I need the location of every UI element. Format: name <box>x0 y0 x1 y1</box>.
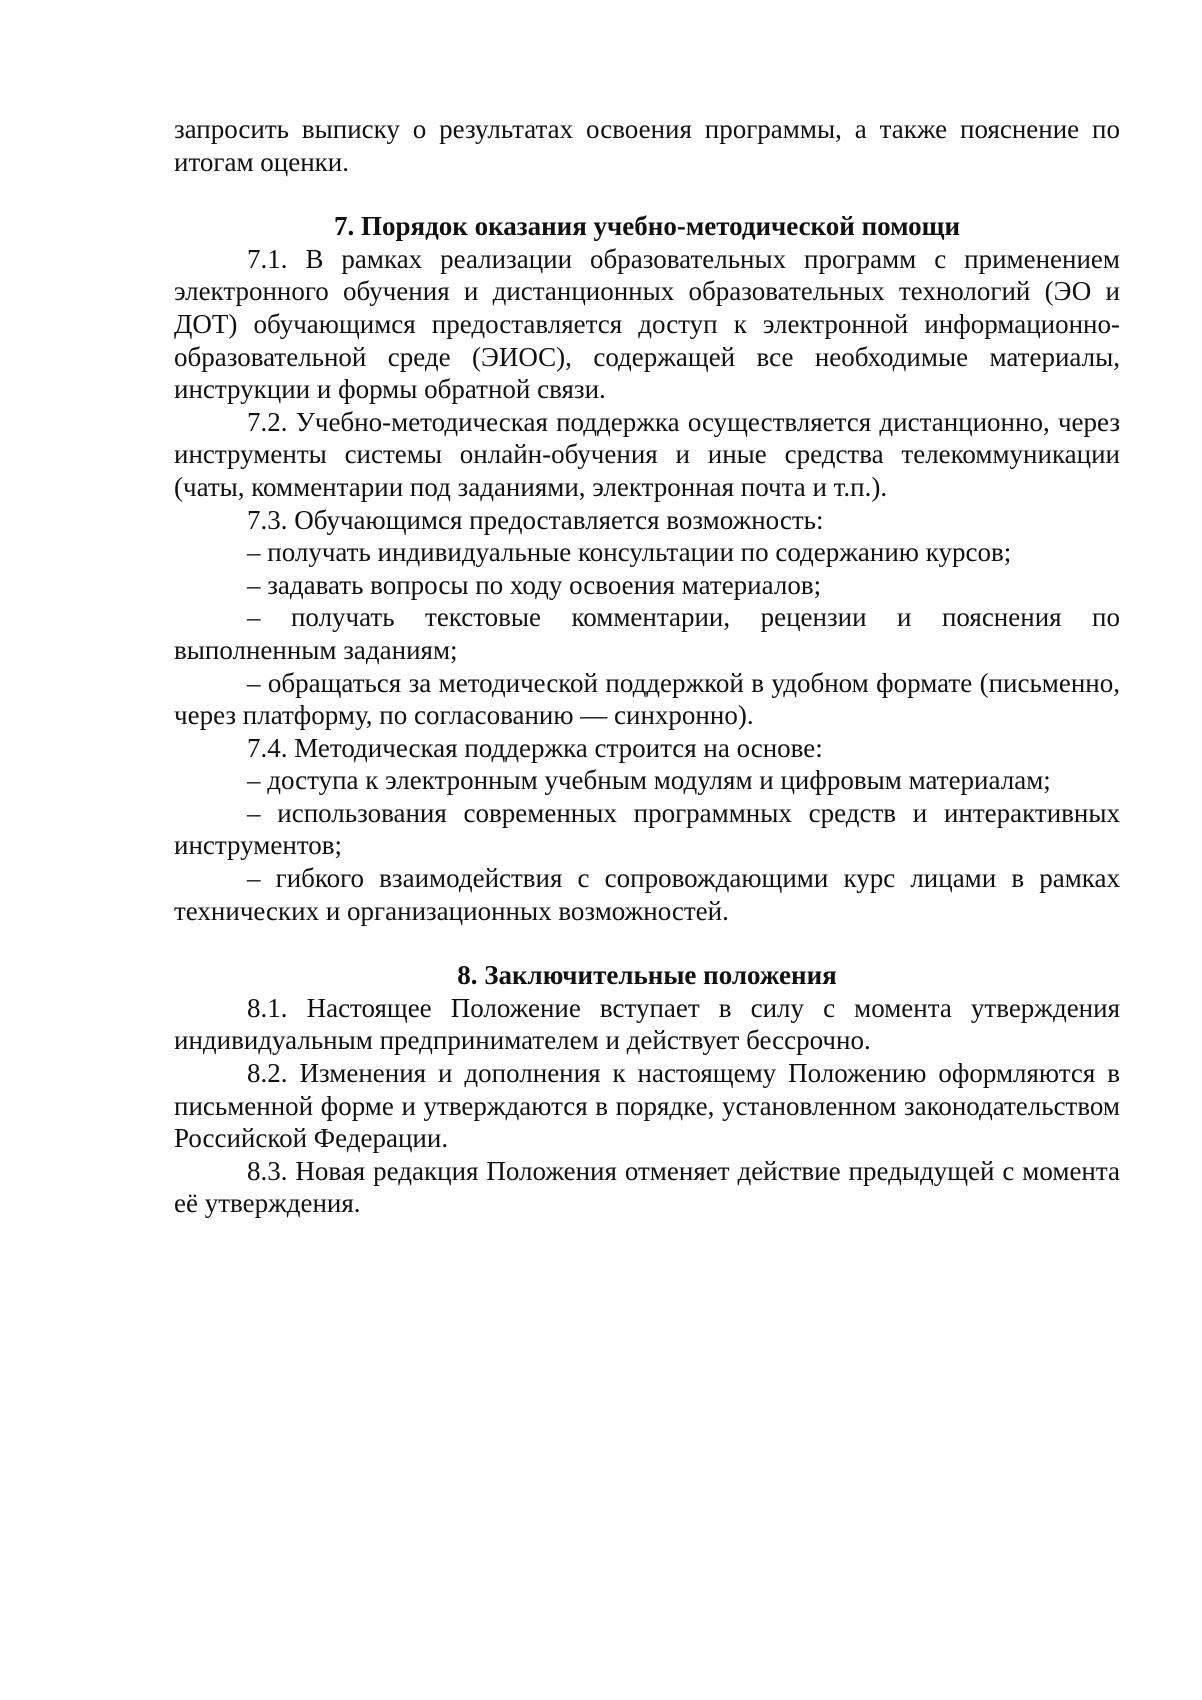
paragraph-7-3: 7.3. Обучающимся предоставляется возможность: <box>247 504 824 535</box>
paragraph-8-1: 8.1. Настоящее Положение вступает в силу с момента утверждения индивидуальным предпринимателем и действует бессрочно. <box>174 992 1120 1056</box>
paragraph-8-3: 8.3. Новая редакция Положения отменяет действие предыдущей с момента её утверждения. <box>174 1155 1120 1219</box>
section-8-heading: 8. Заключительные положения <box>457 960 837 991</box>
section-7-heading: 7. Порядок оказания учебно-методической помощи <box>334 211 960 242</box>
list-item-7-3-4: – обращаться за методической поддержкой в удобном формате (письменно, через платформу, по согласованию — синхронно). <box>174 667 1120 731</box>
list-item-7-4-2: – использования современных программных средств и интерактивных инструментов; <box>174 797 1120 861</box>
paragraph-7-2: 7.2. Учебно-методическая поддержка осуществляется дистанционно, через инструменты системы онлайн-обучения и иные средства телекоммуникации (чаты, комментарии под заданиями, электронная почта и т.п.). <box>174 406 1120 502</box>
paragraph-8-2: 8.2. Изменения и дополнения к настоящему Положению оформляются в письменной форме и утверждаются в порядке, установленном законодательством Российской Федерации. <box>174 1058 1120 1154</box>
paragraph-7-1: 7.1. В рамках реализации образовательных программ с применением электронного обучения и дистанционных образовательных технологий (ЭО и ДОТ) обучающимся предоставляется доступ к электронной информационно-образовательной среде (ЭИОС), содержащей все необходимые материалы, инструкции и формы обратной связи. <box>174 243 1120 405</box>
document-page <box>174 113 1120 1220</box>
list-item-7-3-3: – получать текстовые комментарии, рецензии и пояснения по выполненным заданиям; <box>174 602 1120 665</box>
intro-continuation-paragraph: запросить выписку о результатах освоения программы, а также пояснение по итогам оценки. <box>174 114 1120 177</box>
list-item-7-3-1: – получать индивидуальные консультации по содержанию курсов; <box>247 537 1012 568</box>
section-spacer <box>174 927 1120 959</box>
list-item-7-4-1: – доступа к электронным учебным модулям и цифровым материалам; <box>247 765 1051 796</box>
paragraph-7-4: 7.4. Методическая поддержка строится на основе: <box>247 732 823 763</box>
list-item-7-4-3: – гибкого взаимодействия с сопровождающими курс лицами в рамках технических и организационных возможностей. <box>174 863 1120 926</box>
list-item-7-3-2: – задавать вопросы по ходу освоения материалов; <box>247 569 822 600</box>
section-spacer <box>174 178 1120 210</box>
